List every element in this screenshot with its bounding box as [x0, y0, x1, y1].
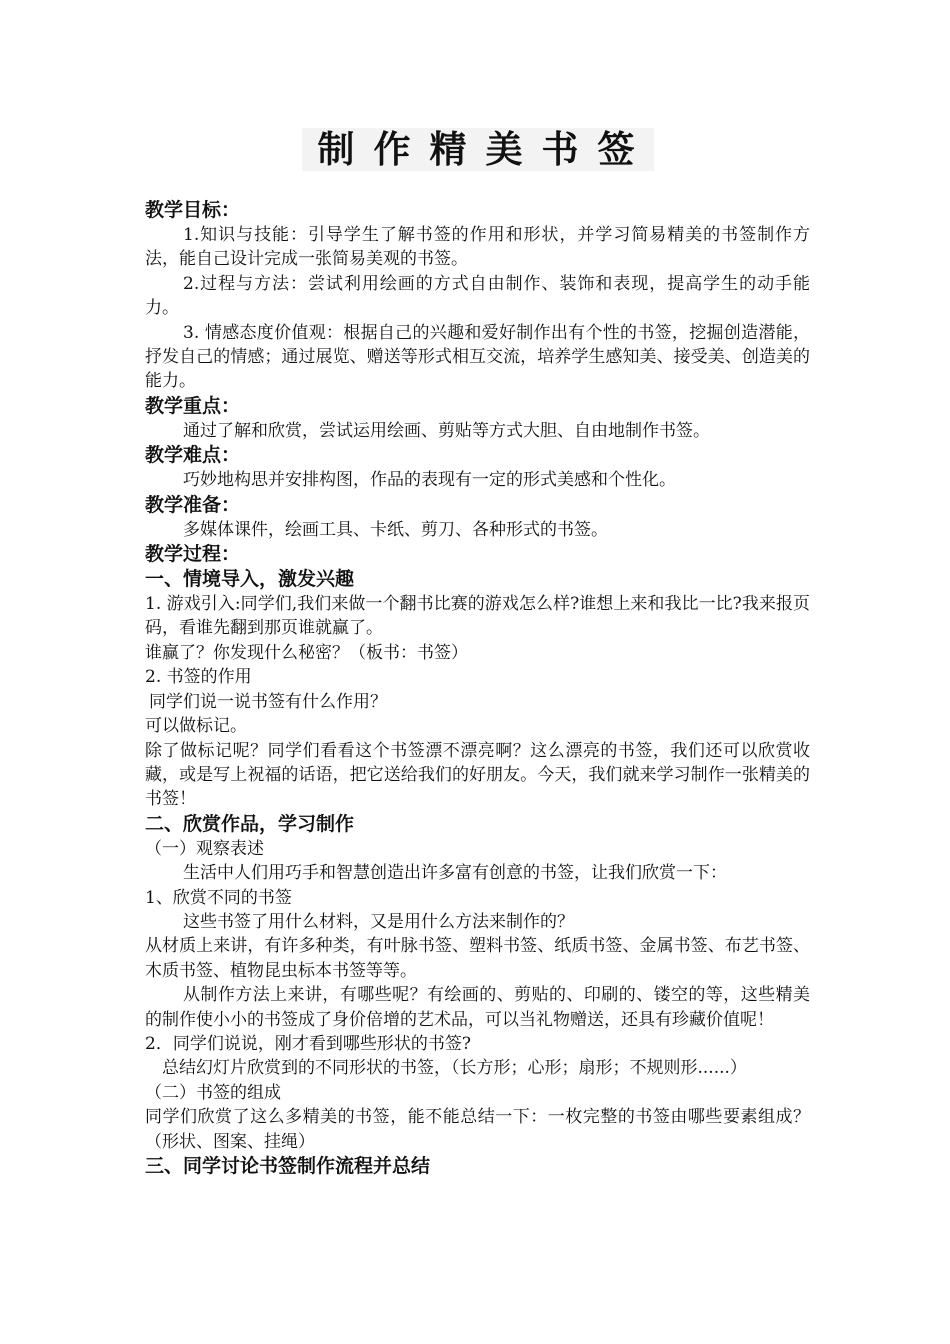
keypoints-heading: 教学重点：	[145, 394, 241, 417]
section2-heading: 二、欣赏作品，学习制作	[145, 812, 355, 835]
objective-item: 3. 情感态度价值观：根据自己的兴趣和爱好制作出有个性的书签，挖掘创造潜能，抒发自己的情感；通过展览、赠送等形式相互交流，培养学生感知美、接受美、创造美的能力。	[145, 322, 810, 392]
section2-line: 这些书签了用什么材料，又是用什么方法来制作的？	[183, 911, 574, 932]
document-page	[145, 124, 810, 1179]
section1-line: 1. 游戏引入:同学们,我们来做一个翻书比赛的游戏怎么样?谁想上来和我比一比?我来报页码，看谁先翻到那页谁就赢了。	[145, 594, 810, 639]
section1-heading: 一、情境导入，激发兴趣	[145, 568, 355, 591]
section1-line: 除了做标记呢？同学们看看这个书签漂不漂亮啊？这么漂亮的书签，我们还可以欣赏收藏，或是写上祝福的话语，把它送给我们的好朋友。今天，我们就来学习制作一张精美的书签！	[145, 740, 810, 810]
section1-line: 谁赢了？你发现什么秘密？（板书：书签）	[145, 642, 468, 663]
section2-line: 生活中人们用巧手和智慧创造出许多富有创意的书签，让我们欣赏一下：	[183, 863, 727, 884]
section2-line: 同学们欣赏了这么多精美的书签，能不能总结一下：一枚完整的书签由哪些要素组成？（形状、图案、挂绳）	[145, 1107, 810, 1152]
process-heading: 教学过程：	[145, 543, 241, 566]
difficulties-heading: 教学难点：	[145, 444, 241, 467]
section2-line: 从制作方法上来讲，有哪些呢？有绘画的、剪贴的、印刷的、镂空的等，这些精美的制作使小小的书签成了身价倍增的艺术品，可以当礼物赠送，还具有珍藏价值呢！	[145, 985, 810, 1030]
section2-line: 总结幻灯片欣赏到的不同形状的书签，（长方形；心形；扇形；不规则形......）	[162, 1058, 747, 1079]
objective-item: 1.知识与技能：引导学生了解书签的作用和形状，并学习简易精美的书签制作方法，能自己设计完成一张简易美观的书签。	[145, 225, 810, 270]
preparation-text: 多媒体课件，绘画工具、卡纸、剪刀、各种形式的书签。	[183, 519, 608, 540]
difficulties-text: 巧妙地构思并安排构图，作品的表现有一定的形式美感和个性化。	[183, 470, 676, 491]
section2-line: （二）书签的组成	[145, 1082, 281, 1103]
section2-line: 从材质上来讲，有许多种类，有叶脉书签、塑料书签、纸质书签、金属书签、布艺书签、木质书签、植物昆虫标本书签等等。	[145, 936, 810, 981]
title-text: 制作精美书签	[302, 128, 654, 171]
document-title	[145, 124, 810, 176]
keypoints-text: 通过了解和欣赏，尝试运用绘画、剪贴等方式大胆、自由地制作书签。	[183, 420, 710, 441]
section2-line: （一）观察表述	[145, 838, 264, 859]
preparation-heading: 教学准备：	[145, 493, 241, 516]
section1-line: 2. 书签的作用	[145, 667, 252, 688]
section2-line: 1、欣赏不同的书签	[145, 887, 292, 908]
section3-heading: 三、同学讨论书签制作流程并总结	[145, 1155, 431, 1177]
section2-line: 2．同学们说说，刚才看到哪些形状的书签?	[145, 1033, 471, 1054]
objective-item: 2.过程与方法：尝试利用绘画的方式自由制作、装饰和表现，提高学生的动手能力。	[145, 273, 810, 319]
section1-line: 可以做标记。	[145, 716, 247, 737]
section1-line: 同学们说一说书签有什么作用？	[149, 691, 387, 712]
objectives-heading: 教学目标：	[145, 199, 241, 221]
